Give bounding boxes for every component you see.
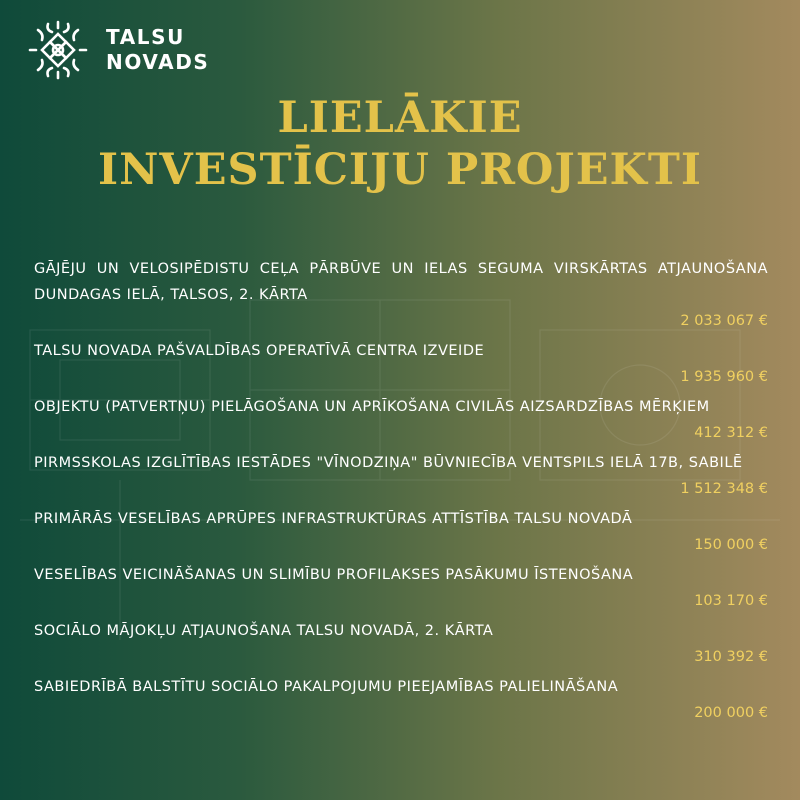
project-name: VESELĪBAS VEICINĀŠANAS UN SLIMĪBU PROFILAKSES PASĀKUMU ĪSTENOŠANA [34,567,634,583]
list-item [34,450,768,498]
list-item [34,338,768,386]
project-name: GĀJĒJU UN VELOSIPĒDISTU CEĻA PĀRBŪVE UN IELAS SEGUMA VIRSKĀRTAS ATJAUNOŠANA DUNDAGAS IELĀ, TALSOS, 2. KĀRTA [34,261,768,303]
project-name: PIRMSSKOLAS IZGLĪTĪBAS IESTĀDES "VĪNODZIŅA" BŪVNIECĪBA VENTSPILS IELĀ 17B, SABILĒ [34,455,743,471]
brand-name [106,25,209,75]
project-name: PRIMĀRĀS VESELĪBAS APRŪPES INFRASTRUKTŪRAS ATTĪSTĪBA TALSU NOVADĀ [34,511,633,527]
project-name: TALSU NOVADA PAŠVALDĪBAS OPERATĪVĀ CENTRA IZVEIDE [34,343,485,359]
project-name: SABIEDRĪBĀ BALSTĪTU SOCIĀLO PAKALPOJUMU PIEEJAMĪBAS PALIELINĀŠANA [34,679,619,695]
project-name: SOCIĀLO MĀJOKĻU ATJAUNOŠANA TALSU NOVADĀ, 2. KĀRTA [34,623,494,639]
list-item [34,562,768,610]
title-line1: LIELĀKIE [277,93,523,143]
list-item [34,506,768,554]
brand-line1: TALSU [106,25,185,49]
list-item [34,256,768,330]
project-amount: 103 170 € [694,593,768,609]
project-amount: 412 312 € [694,425,768,441]
project-list [34,256,768,730]
project-name: OBJEKTU (PATVERTŅU) PIELĀGOŠANA UN APRĪKOŠANA CIVILĀS AIZSARDZĪBAS MĒRĶIEM [34,399,710,415]
project-amount: 2 033 067 € [680,313,768,329]
project-amount: 150 000 € [694,537,768,553]
page-title [0,92,800,196]
list-item [34,674,768,722]
project-amount: 1 935 960 € [680,369,768,385]
talsu-novads-emblem-icon [26,18,90,82]
list-item [34,394,768,442]
project-amount: 310 392 € [694,649,768,665]
logo [26,18,209,82]
list-item [34,618,768,666]
project-amount: 200 000 € [694,705,768,721]
brand-line2: NOVADS [106,50,210,74]
title-line2: INVESTĪCIJU PROJEKTI [97,145,702,195]
project-amount: 1 512 348 € [680,481,768,497]
